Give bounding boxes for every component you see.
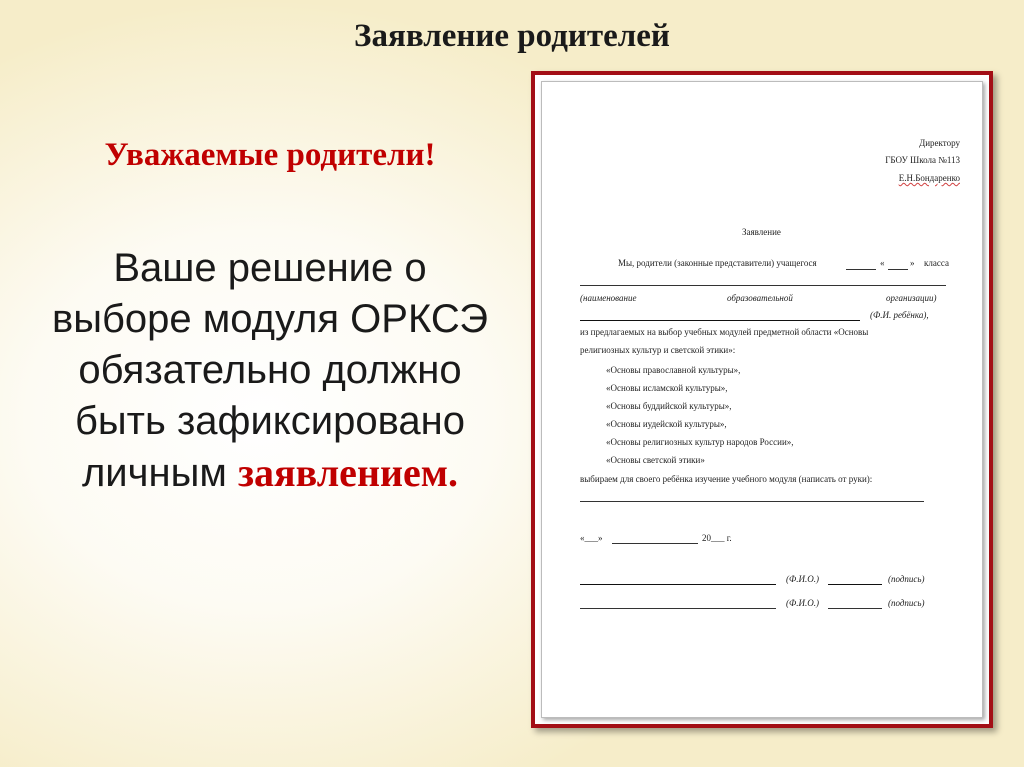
fio-label: (Ф.И.О.)	[786, 598, 819, 608]
blank-line	[846, 269, 876, 270]
blank-line	[580, 320, 860, 321]
application-form-page	[541, 81, 983, 718]
message-line: обязательно должно	[78, 348, 462, 392]
intro-text: Мы, родители (законные представители) учащегося	[618, 258, 817, 268]
class-label: класса	[924, 258, 949, 268]
message-line-last	[20, 447, 520, 499]
blank-line	[580, 285, 946, 286]
blank-line	[888, 269, 908, 270]
org-label: организации)	[886, 293, 937, 303]
fio-label: (Ф.И.О.)	[786, 574, 819, 584]
module-option: «Основы иудейской культуры»,	[606, 419, 727, 429]
choice-text: религиозных культур и светской этики»:	[580, 345, 736, 355]
choose-text: выбираем для своего ребёнка изучение учебного модуля (написать от руки):	[580, 474, 873, 484]
message-last-prefix: личным	[81, 451, 238, 495]
module-option: «Основы светской этики»	[606, 455, 705, 465]
signature-line	[828, 584, 882, 585]
addressee-line: Е.Н.Бондаренко	[898, 173, 960, 183]
child-label: (Ф.И. ребёнка),	[870, 310, 929, 320]
date-year: 20___ г.	[702, 533, 732, 543]
choice-text: из предлагаемых на выбор учебных модулей предметной области «Основы	[580, 327, 869, 337]
date-day: «___»	[580, 533, 603, 543]
module-option: «Основы религиозных культур народов России»,	[606, 437, 794, 447]
message-line: быть зафиксировано	[75, 399, 465, 443]
signature-line	[828, 608, 882, 609]
addressee-line: ГБОУ Школа №113	[885, 155, 960, 165]
addressee-line: Директору	[919, 138, 960, 148]
blank-line	[612, 543, 698, 544]
message-line: Ваше решение о	[113, 246, 427, 290]
org-label: (наименование	[580, 293, 637, 303]
greeting-heading: Уважаемые родители!	[104, 137, 436, 173]
main-message	[20, 243, 520, 499]
signature-line	[580, 608, 776, 609]
module-option: «Основы православной культуры»,	[606, 365, 741, 375]
application-form-image	[531, 71, 993, 728]
org-label: образовательной	[727, 293, 793, 303]
quote-close: »	[910, 258, 915, 268]
sign-label: (подпись)	[888, 574, 925, 584]
sign-label: (подпись)	[888, 598, 925, 608]
message-line: выборе модуля ОРКСЭ	[51, 297, 489, 341]
form-heading: Заявление	[742, 227, 781, 237]
module-option: «Основы буддийской культуры»,	[606, 401, 732, 411]
signature-line	[580, 584, 776, 585]
blank-line	[580, 501, 924, 502]
message-accent: заявлением.	[237, 450, 459, 495]
quote-open: «	[880, 258, 885, 268]
application-form	[542, 82, 982, 717]
module-option: «Основы исламской культуры»,	[606, 383, 728, 393]
slide-title: Заявление родителей	[354, 18, 670, 54]
